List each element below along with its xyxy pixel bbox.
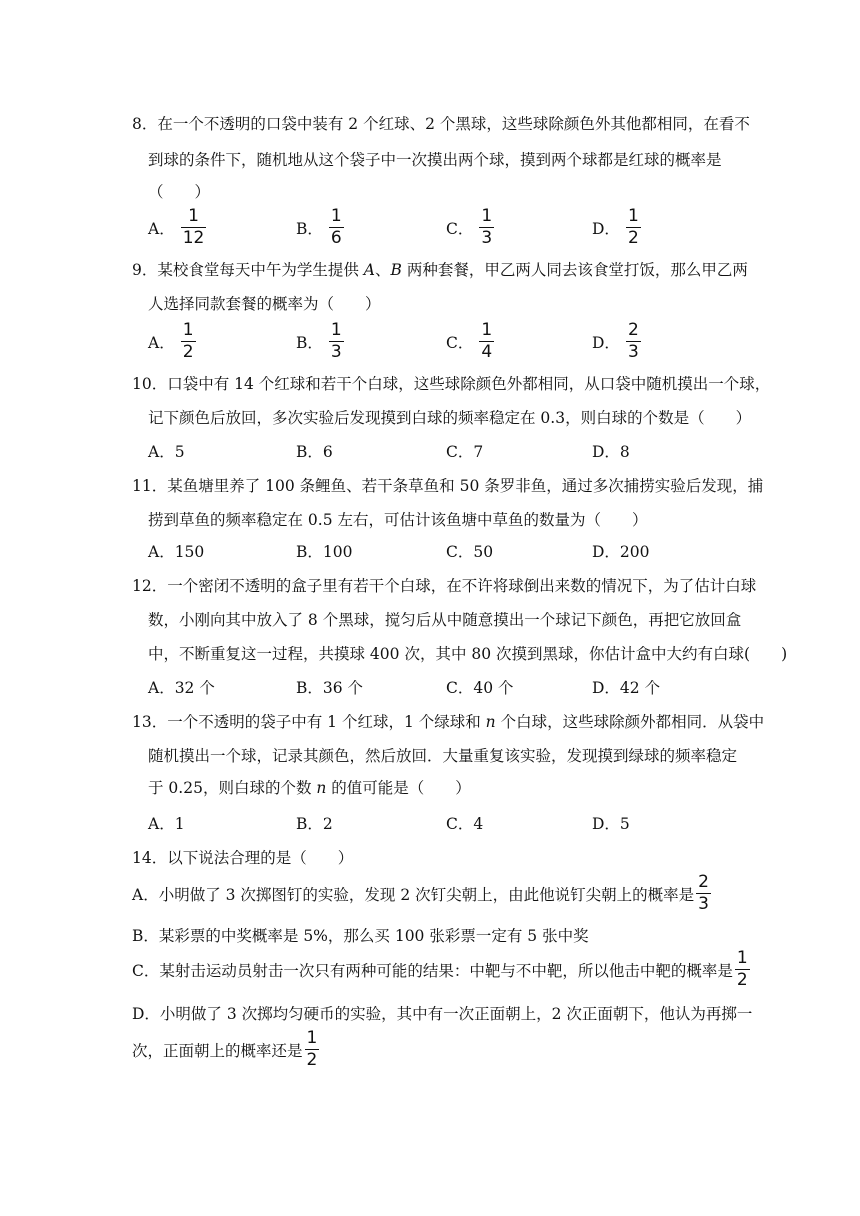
question-9-line-2: 人选择同款套餐的概率为（ ） xyxy=(148,295,381,313)
question-12-line-2: 数，小刚向其中放入了 8 个黑球，搅匀后从中随意摸出一个球记下颜色，再把它放回盒 xyxy=(148,611,742,629)
question-9-option-b: B． $\frac{1}{3}$ xyxy=(296,320,342,362)
question-8-option-a: A． $\frac{1}{12}$ xyxy=(148,206,205,248)
question-10-line-1: 10．口袋中有 14 个红球和若干个白球，这些球除颜色外都相同，从口袋中随机摸出一个球， xyxy=(132,375,771,393)
question-10-option-c: C．7 xyxy=(446,443,484,461)
fraction: $\frac{1}{2}$ xyxy=(736,948,748,990)
question-13-option-c: C．4 xyxy=(446,815,484,833)
question-9-option-d: D． $\frac{2}{3}$ xyxy=(592,320,639,362)
question-8-line-1: 8．在一个不透明的口袋中装有 2 个红球、2 个黑球，这些球除颜色外其他都相同，在看不 xyxy=(132,115,750,133)
question-10-option-a: A．5 xyxy=(148,443,185,461)
question-8-option-d: D． $\frac{1}{2}$ xyxy=(592,206,639,248)
question-11-option-a: A．150 xyxy=(148,543,205,561)
question-14-option-d-line-2: 次，正面朝上的概率还是 $\frac{1}{2}$ xyxy=(132,1028,318,1070)
question-10-option-d: D．8 xyxy=(592,443,630,461)
question-13-option-d: D．5 xyxy=(592,815,630,833)
question-9-option-a: A． $\frac{1}{2}$ xyxy=(148,320,194,362)
question-14-option-c: C．某射击运动员射击一次只有两种可能的结果：中靶与不中靶，所以他击中靶的概率是 $\frac{1}{2}$ xyxy=(132,948,748,990)
question-13-line-3: 于 0.25，则白球的个数 n 的值可能是（ ） xyxy=(148,779,471,797)
fraction: $\frac{1}{3}$ xyxy=(481,206,493,248)
question-11-option-b: B．100 xyxy=(296,543,353,561)
question-13-line-1: 13．一个不透明的袋子中有 1 个红球，1 个绿球和 n 个白球，这些球除颜外都相同．从袋中 xyxy=(132,713,765,731)
question-9-line-1: 9．某校食堂每天中午为学生提供 A、B 两种套餐，甲乙两人同去该食堂打饭，那么甲乙两 xyxy=(132,261,748,279)
fraction: $\frac{1}{4}$ xyxy=(481,320,493,362)
question-10-line-2: 记下颜色后放回，多次实验后发现摸到白球的频率稳定在 0.3，则白球的个数是（ ） xyxy=(148,409,752,427)
question-10-option-b: B．6 xyxy=(296,443,333,461)
question-12-option-a: A．32 个 xyxy=(148,679,215,697)
fraction: $\frac{1}{12}$ xyxy=(182,206,205,248)
fraction: $\frac{1}{3}$ xyxy=(330,320,342,362)
fraction: $\frac{1}{2}$ xyxy=(627,206,639,248)
question-14-option-b: B．某彩票的中奖概率是 5%，那么买 100 张彩票一定有 5 张中奖 xyxy=(132,927,589,945)
question-13-option-a: A．1 xyxy=(148,815,185,833)
fraction: $\frac{1}{6}$ xyxy=(330,206,342,248)
question-8-option-c: C． $\frac{1}{3}$ xyxy=(446,206,493,248)
question-11-option-d: D．200 xyxy=(592,543,650,561)
question-12-option-c: C．40 个 xyxy=(446,679,514,697)
question-14-option-d-line-1: D．小明做了 3 次掷均匀硬币的实验，其中有一次正面朝上，2 次正面朝下，他认为再掷一 xyxy=(132,1005,753,1023)
question-8-line-3: （ ） xyxy=(148,183,211,201)
fraction: $\frac{1}{2}$ xyxy=(182,320,194,362)
question-12-line-1: 12．一个密闭不透明的盒子里有若干个白球，在不许将球倒出来数的情况下，为了估计白球 xyxy=(132,577,757,595)
question-12-option-d: D．42 个 xyxy=(592,679,661,697)
question-14-line-1: 14．以下说法合理的是（ ） xyxy=(132,849,354,867)
question-8-option-b: B． $\frac{1}{6}$ xyxy=(296,206,342,248)
fraction: $\frac{2}{3}$ xyxy=(627,320,639,362)
question-13-option-b: B．2 xyxy=(296,815,333,833)
question-11-option-c: C．50 xyxy=(446,543,494,561)
question-8-line-2: 到球的条件下，随机地从这个袋子中一次摸出两个球，摸到两个球都是红球的概率是 xyxy=(148,151,722,169)
question-12-option-b: B．36 个 xyxy=(296,679,364,697)
question-14-option-a: A．小明做了 3 次掷图钉的实验，发现 2 次钉尖朝上，由此他说钉尖朝上的概率是 $\frac{2}{3}$ xyxy=(132,872,709,914)
fraction: $\frac{2}{3}$ xyxy=(698,872,709,914)
question-13-line-2: 随机摸出一个球，记录其颜色，然后放回．大量重复该实验，发现摸到绿球的频率稳定 xyxy=(148,747,738,765)
question-11-line-2: 捞到草鱼的频率稳定在 0.5 左右，可估计该鱼塘中草鱼的数量为（ ） xyxy=(148,511,648,529)
question-9-option-c: C． $\frac{1}{4}$ xyxy=(446,320,493,362)
question-12-line-3: 中，不断重复这一过程，共摸球 400 次，其中 80 次摸到黑球，你估计盒中大约有白球( ) xyxy=(148,645,788,663)
fraction: $\frac{1}{2}$ xyxy=(306,1028,318,1070)
question-11-line-1: 11．某鱼塘里养了 100 条鲤鱼、若干条草鱼和 50 条罗非鱼，通过多次捕捞实验后发现，捕 xyxy=(132,477,764,495)
